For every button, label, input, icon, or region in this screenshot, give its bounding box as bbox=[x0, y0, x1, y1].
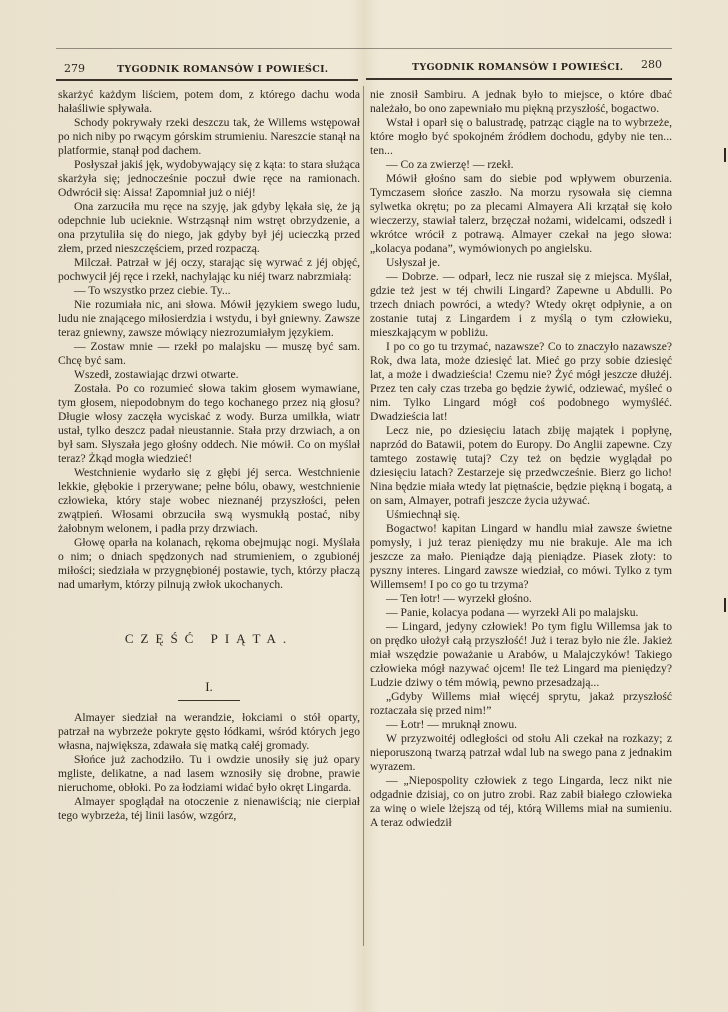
left-page-number: 279 bbox=[64, 62, 85, 75]
right-header-rule bbox=[366, 78, 672, 80]
paragraph: — Dobrze. — odparł, lecz nie ruszał się z miejsca. Myślał, gdzie też jest w téj chwili Lingard? Zapewne u Abdulli. Po trzech dniach powróci, a wtedy? Wtedy okręt odpłynie, a on zostanie tutaj z Lingardem i z myślą o tym człowieku, mieszkającym w pobliżu. bbox=[370, 270, 672, 339]
paragraph: Westchnienie wydarło się z głębi jéj serca. Westchnienie lekkie, głębokie i przerywane; pełne bólu, obawy, westchnienie człowieka, który staje wobec nieznanéj przyszłości, pełen zwątpień. Włosami obrzuciła swą wysmukłą postać, niby żałobnym welonem, i padła przy drzwiach. bbox=[58, 466, 360, 535]
paragraph: skarżyć każdym liściem, potem dom, z którego dachu woda hałaśliwie spływała. bbox=[58, 88, 360, 115]
paragraph: Schody pokrywały rzeki deszczu tak, że Willems wstępował po nich niby po rwącym górskim strumieniu. Nareszcie stanął na platformie, stanął pod dachem. bbox=[58, 116, 360, 157]
chapter-number bbox=[58, 680, 360, 701]
right-paragraphs bbox=[370, 88, 672, 830]
paragraph: — Ten łotr! — wyrzekł głośno. bbox=[386, 592, 532, 605]
page-header bbox=[0, 0, 728, 84]
top-border-rule bbox=[56, 48, 672, 49]
paragraph: — To wszystko przez ciebie. Ty... bbox=[74, 284, 231, 297]
right-page-number: 280 bbox=[641, 58, 662, 71]
chapter-number-text: I. bbox=[205, 679, 213, 694]
paragraph: W przyzwoitéj odległości od stołu Ali czekał na rozkazy; z nieporuszoną twarzą patrzał wdal lub na swego pana z jednakim wyrazem. bbox=[370, 732, 672, 773]
paragraph: — Panie, kolacya podana — wyrzekł Ali po malajsku. bbox=[386, 606, 639, 619]
paragraph: Słońce już zachodziło. Tu i owdzie unosiły się już opary mgliste, delikatne, a nad lasem wznosiły się drobne, prawie nieruchome, obłoki. Po za łodziami widać było okręt Lingarda. bbox=[58, 753, 360, 794]
paragraph: nie znosił Sambiru. A jednak było to miejsce, o które dbać należało, bo ono zapewniało mu piękną przyszłość, bogactwo. bbox=[370, 88, 672, 115]
paragraph: Mówił głośno sam do siebie pod wpływem oburzenia. Tymczasem słońce zaszło. Na morzu rysowała się ciemna sylwetka okrętu; po za plecami Almayera Ali krzątał się koło wieczerzy, stawiał talerz, brzęczał nożami, widelcami, odszedł i wkrótce wrócił z potrawą. Almayer czekał na jego słowa: „kolacya podana”, wymówionych po angielsku. bbox=[370, 172, 672, 255]
paragraph: — Łotr! — mruknął znowu. bbox=[386, 718, 518, 731]
left-header-rule bbox=[56, 79, 358, 81]
left-running-title: TYGODNIK ROMANSÓW I POWIEŚCI. bbox=[117, 64, 329, 75]
paragraph: Posłyszał jakiś jęk, wydobywający się z kąta: to stara służąca skarżyła się; jednocześnie poczuł dwie ręce na ramionach. Odwrócił się: Aissa! Zapomniał już o niéj! bbox=[58, 158, 360, 199]
paragraph: — „Niepospolity człowiek z tego Lingarda, lecz nikt nie odgadnie dzisiaj, co on jutro zrobi. Raz zabił białego człowieka za winę o wiele lżejszą od téj, którą Willems miał na sumieniu. A teraz odwiedził bbox=[370, 774, 672, 829]
left-text-column bbox=[58, 88, 360, 823]
right-running-title: TYGODNIK ROMANSÓW I POWIEŚCI. bbox=[412, 62, 624, 73]
left-paragraphs-after bbox=[58, 711, 360, 823]
paragraph: Ona zarzuciła mu ręce na szyję, jak gdyby lękała się, że ją odepchnie lub ucieknie. Wstrząsnął nim wstręt obrzydzenie, a ona przytuliła się do niego, jak gdyby był jéj ucieczką przed złem, przed nieszczęściem, przed rozpaczą. bbox=[58, 200, 360, 255]
left-paragraphs-before bbox=[58, 88, 360, 592]
paragraph: Almayer spoglądał na otoczenie z nienawiścią; nie cierpiał tego wybrzeża, téj linii lasów, wzgórz, bbox=[58, 795, 360, 822]
column-divider bbox=[363, 86, 364, 946]
section-title: CZĘŚĆ PIĄTA. bbox=[124, 631, 294, 646]
paragraph: Wstał i oparł się o balustradę, patrząc ciągle na to wybrzeże, które mogło być spokojném źródłem dochodu, gdyby nie ten... ten... bbox=[370, 116, 672, 157]
paragraph: — Co za zwierzę! — rzekł. bbox=[386, 158, 514, 171]
edge-mark bbox=[724, 598, 726, 612]
paragraph: Almayer siedział na werandzie, łokciami o stół oparty, patrzał na wybrzeże pokryte gęsto łódkami, wśród których jego własna, największa, zdawała się matką całéj gromady. bbox=[58, 711, 360, 752]
paragraph: Uśmiechnął się. bbox=[386, 508, 461, 521]
right-text-column bbox=[370, 88, 672, 830]
chapter-rule bbox=[178, 700, 240, 701]
paragraph: Wszedł, zostawiając drzwi otwarte. bbox=[74, 368, 239, 381]
paragraph: „Gdyby Willems miał więcéj sprytu, jakaż przyszłość roztaczała się przed nim!” bbox=[370, 690, 672, 717]
edge-mark bbox=[724, 148, 726, 162]
paragraph: — Zostaw mnie — rzekł po malajsku — muszę być sam. Chcę być sam. bbox=[58, 340, 360, 367]
paragraph: Bogactwo! kapitan Lingard w handlu miał zawsze świetne pomysły, i już teraz pieniędzy mu nie brakuje. Ale ma ich jeszcze za mało. Pieniądze dają pieniądze. Piasek złoty: to pyszny interes. Lingard zawsze wiedział, co mówi. Tylko z tym Willemsem! I po co go tu trzyma? bbox=[370, 522, 672, 591]
paragraph: I po co go tu trzymać, nazawsze? Co to znaczyło nazawsze? Rok, dwa lata, może dziesięć lat. Mieć go przy sobie dziesięć lat, a może i dwadzieścia! Czemu nie? Żyć mógł jeszcze dłużéj. Przez ten cały czas trzeba go będzie żywić, odziewać, myśleć o nim. Tylko Lingard mógł coś podobnego wymyśléć. Dwadzieścia lat! bbox=[370, 340, 672, 423]
paragraph: Głowę oparła na kolanach, rękoma obejmując nogi. Myślała o nim; o dniach spędzonych nad strumieniem, o zgubionéj miłości; siedziała w przygnębionéj postawie, tych, którzy płaczą nad umarłym, którzy pilnują zwłok ukochanych. bbox=[58, 536, 360, 591]
paragraph: — Lingard, jedyny człowiek! Po tym figlu Willemsa jak to on prędko ułożył całą przyszłość! Już i teraz było nie źle. Jakież miał wszędzie poważanie u Arabów, u Malajczyków! Takiego człowieka mógł nazywać ojcem! Ile też Lingard ma pieniędzy? Ludzie dziwy o tém mówią, pewno przesadzają... bbox=[370, 620, 672, 689]
paragraph: Nie rozumiała nic, ani słowa. Mówił językiem swego ludu, ludu nie znającego miłosierdzia i wstydu, i był gniewny. Zawsze teraz gniewny, zawsze mówiący niezrozumiałym językiem. bbox=[58, 298, 360, 339]
paragraph: Została. Po co rozumieć słowa takim głosem wymawiane, tym głosem, niepodobnym do tego kochanego przez nią głosu? Długie włosy zaczęła wyciskać z wody. Burza umilkła, wiatr ustał, tylko deszcz padał nieustannie. Stała przy drzwiach, a on był sam. Słyszała jego głośny oddech. Nie mówił. Co on myślał teraz? Żkąd mogła wiedzieć! bbox=[58, 382, 360, 465]
paragraph: Usłyszał je. bbox=[386, 256, 441, 269]
paragraph: Lecz nie, po dziesięciu latach zbiję majątek i popłynę, naprzód do Batawii, potem do Europy. Do Anglii zapewne. Czy tamtego zostawię tutaj? Czy też on będzie wyglądał po dziesięciu latach? Zestarzeje się przedwcześnie. Bierz go licho! Nina będzie miała wtedy lat piętnaście, będzie piękną i bogatą, a on sam, Almayer, potrafi jeszcze życia używać. bbox=[370, 424, 672, 507]
paragraph: Milczał. Patrzał w jéj oczy, starając się wyrwać z jéj objęć, pochwycił jéj ręce i rzekł, nachylając ku niéj twarz nabrzmiałą: bbox=[58, 256, 360, 283]
